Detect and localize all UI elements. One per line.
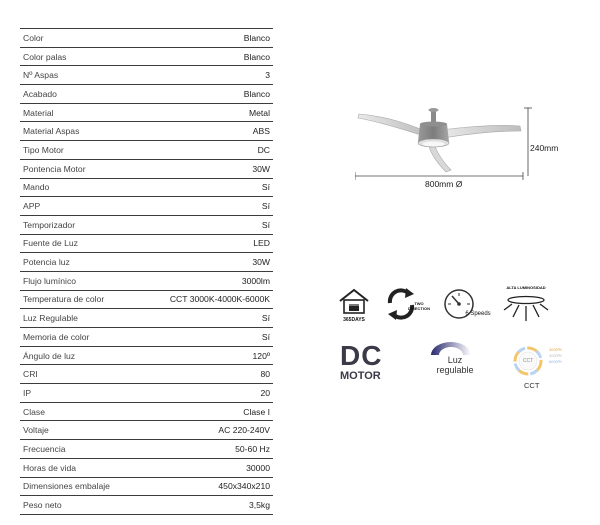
table-row (20, 178, 273, 197)
spec-value: 120º (138, 346, 273, 365)
table-row (20, 290, 273, 309)
motor-logo-text: MOTOR (340, 370, 381, 382)
table-row (20, 477, 273, 496)
spec-label: Luz Regulable (20, 309, 138, 328)
spec-label: CRI (20, 365, 138, 384)
table-row (20, 47, 273, 66)
spec-label: Clase (20, 402, 138, 421)
table-row (20, 141, 273, 160)
spec-label: Peso neto (20, 496, 138, 515)
spec-value: Sí (138, 215, 273, 234)
cct-3000k: 3000ºK (549, 347, 563, 352)
spec-label: Fuente de Luz (20, 234, 138, 253)
spec-label: Temporizador (20, 215, 138, 234)
two-direction-label: TWO DIRECTION (408, 301, 430, 311)
table-row (20, 271, 273, 290)
cct-label: CCT (524, 381, 540, 390)
spec-value: 80 (138, 365, 273, 384)
high-luminosity-icon (503, 295, 549, 323)
table-row (20, 29, 273, 48)
table-row (20, 85, 273, 104)
spec-label: Color (20, 29, 138, 48)
spec-label: Tipo Motor (20, 141, 138, 160)
spec-value: 450x340x210 (138, 477, 273, 496)
spec-label: Mando (20, 178, 138, 197)
spec-label: Pontencia Motor (20, 159, 138, 178)
spec-label: Frecuencia (20, 440, 138, 459)
spec-label: Flujo lumínico (20, 271, 138, 290)
dc-logo-text: DC (340, 340, 383, 371)
spec-value: 20 (138, 384, 273, 403)
spec-label: IP (20, 384, 138, 403)
spec-value: 30W (138, 253, 273, 272)
speeds-label: 6 Speeds (465, 311, 491, 317)
spec-label: Potencia luz (20, 253, 138, 272)
spec-value: 3,5kg (138, 496, 273, 515)
spec-value: Sí (138, 309, 273, 328)
table-row (20, 365, 273, 384)
table-row (20, 309, 273, 328)
table-row (20, 328, 273, 347)
spec-value: CCT 3000K-4000K-6000K (138, 290, 273, 309)
table-row (20, 402, 273, 421)
spec-label: Temperatura de color (20, 290, 138, 309)
table-row (20, 197, 273, 216)
height-dimension-label: 240mm (530, 143, 559, 153)
table-row (20, 346, 273, 365)
spec-value: DC (138, 141, 273, 160)
regulable-text: regulable (436, 365, 474, 375)
spec-value: 30W (138, 159, 273, 178)
table-row (20, 496, 273, 515)
table-row (20, 103, 273, 122)
spec-value: Sí (138, 328, 273, 347)
width-dimension-label: 800mm Ø (425, 179, 463, 189)
cct-6000k: 6000ºK (549, 359, 563, 364)
spec-value: 3000lm (138, 271, 273, 290)
spec-value: LED (138, 234, 273, 253)
spec-label: Voltaje (20, 421, 138, 440)
table-row (20, 159, 273, 178)
cct-inner-label: CCT (522, 358, 534, 364)
spec-value: Metal (138, 103, 273, 122)
spec-label: Nº Aspas (20, 66, 138, 85)
house-warranty-icon (337, 287, 371, 317)
spec-label: Material Aspas (20, 122, 138, 141)
spec-value: Sí (138, 197, 273, 216)
spec-label: Horas de vida (20, 458, 138, 477)
spec-label: Material (20, 103, 138, 122)
table-row (20, 253, 273, 272)
spec-label: Memoria de color (20, 328, 138, 347)
spec-label: Dimensiones embalaje (20, 477, 138, 496)
spec-value: Blanco (138, 47, 273, 66)
specifications-table (20, 28, 273, 515)
spec-value: Blanco (138, 29, 273, 48)
table-row (20, 458, 273, 477)
dimmable-light-label (425, 355, 485, 375)
high-luminosity-label: ALTA LUMINOSIDAD (506, 285, 546, 290)
spec-value: 3 (138, 66, 273, 85)
table-row (20, 66, 273, 85)
table-row (20, 215, 273, 234)
spec-value: Blanco (138, 85, 273, 104)
table-row (20, 122, 273, 141)
spec-value: AC 220-240V (138, 421, 273, 440)
table-row (20, 421, 273, 440)
spec-label: Acabado (20, 85, 138, 104)
dimmable-light-icon (429, 340, 473, 356)
spec-value: ABS (138, 122, 273, 141)
cct-4000k: 4000ºK (549, 353, 563, 358)
spec-label: Ángulo de luz (20, 346, 138, 365)
spec-value: 50-60 Hz (138, 440, 273, 459)
spec-value: Clase I (138, 402, 273, 421)
spec-label: APP (20, 197, 138, 216)
table-row (20, 384, 273, 403)
table-row (20, 234, 273, 253)
spec-value: Sí (138, 178, 273, 197)
table-row (20, 440, 273, 459)
luz-text: Luz (447, 355, 463, 365)
spec-value: 30000 (138, 458, 273, 477)
spec-label: Color palas (20, 47, 138, 66)
days-label: 365DAYS (343, 317, 365, 323)
